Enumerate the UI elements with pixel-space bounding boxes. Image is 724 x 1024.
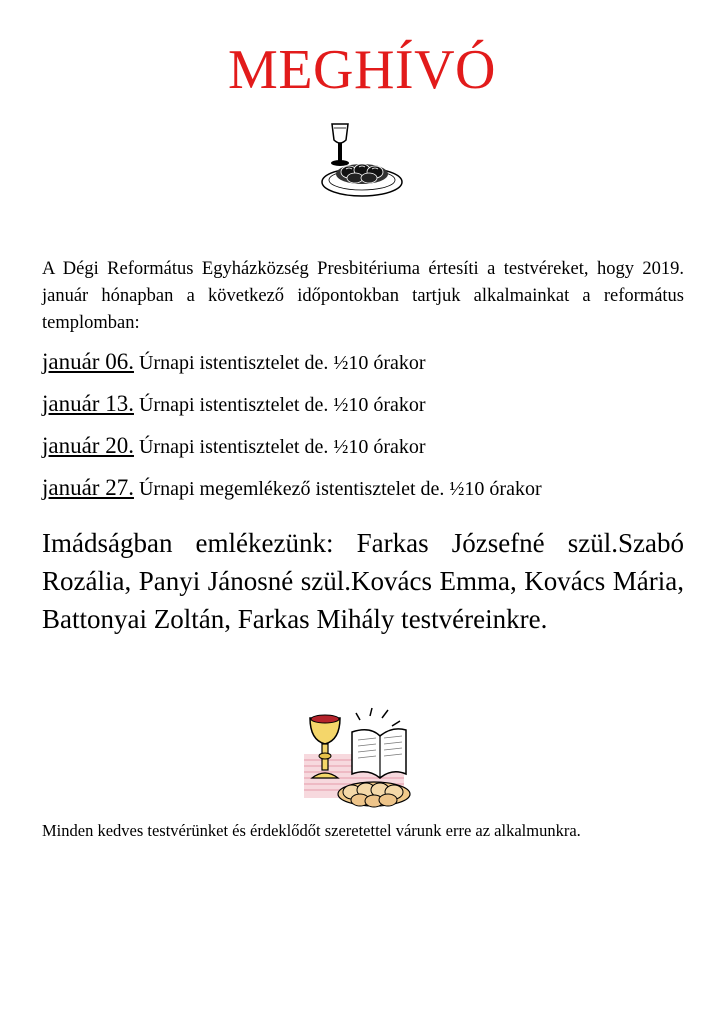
event-text: Úrnapi istentisztelet de. ½10 órakor — [138, 394, 426, 416]
event-text: Úrnapi megemlékező istentisztelet de. ½10 órakor — [138, 478, 542, 500]
chalice-and-bread-icon — [318, 116, 406, 200]
event-text: Úrnapi istentisztelet de. ½10 órakor — [138, 352, 426, 374]
event-item — [42, 350, 702, 392]
page-title: MEGHÍVÓ — [228, 39, 496, 101]
event-date: január 20. — [42, 433, 134, 458]
event-date: január 13. — [42, 391, 134, 416]
chalice-bible-bread-icon — [300, 706, 416, 812]
intro-paragraph: A Dégi Református Egyházközség Presbitériuma értesíti a testvéreket, hogy 2019. január hónapban a következő időpontokban tartjuk alkalmainkat a református templomban: — [42, 259, 684, 333]
closing-text: Minden kedves testvérünket és érdeklődőt szeretettel várunk erre az alkalmunkra. — [42, 821, 581, 840]
event-date: január 06. — [42, 349, 134, 374]
event-item — [42, 392, 702, 434]
prayer-paragraph: Imádságban emlékezünk: Farkas Józsefné szül.Szabó Rozália, Panyi Jánosné szül.Kovács Emma, Kovács Mária, Battonyai Zoltán, Farkas Mihály testvéreinkre. — [42, 528, 684, 634]
event-date: január 27. — [42, 475, 134, 500]
event-item — [42, 434, 702, 476]
event-text: Úrnapi istentisztelet de. ½10 órakor — [138, 436, 426, 458]
event-item — [42, 476, 702, 518]
event-list — [42, 350, 702, 518]
